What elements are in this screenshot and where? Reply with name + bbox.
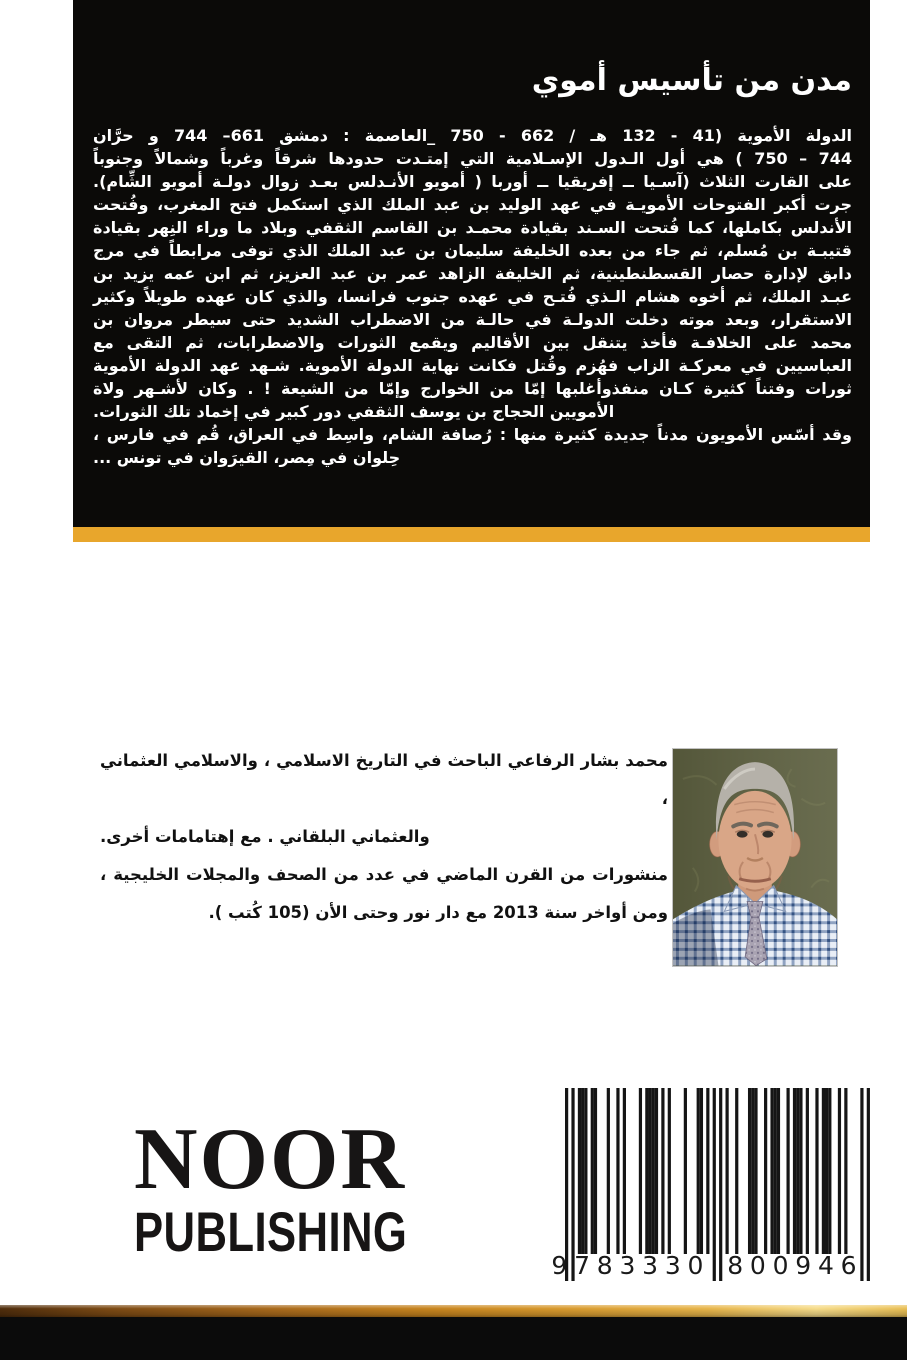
isbn-number bbox=[548, 1252, 864, 1280]
barcode-digit: 9 bbox=[551, 1251, 568, 1280]
synopsis-line: العباسيين في معركـة الزاب فهُزم وقُتل فكانت نهاية الدولة الأموية. شـهد عهد الدولة الأموية bbox=[93, 356, 852, 375]
author-bio bbox=[100, 742, 668, 932]
synopsis-line: الدولة الأموية (41 - 132 هـ / 662 - 750 _العاصمة : دمشق 661– 744 و حرَّان bbox=[93, 126, 853, 145]
synopsis-panel bbox=[73, 0, 870, 527]
synopsis-line: الاستقرار، وبعد موته دخلت الدولـة في حالـة من الاضطراب الشديد حتى سيطر مروان بن bbox=[93, 310, 852, 329]
author-bio-line: ومن أواخر سنة 2013 مع دار نور وحتى الأن (105 كُتب ). bbox=[208, 903, 668, 922]
synopsis-line: دابق لإدارة حصار القسطنطينية، ثم الخليفة الزاهد عمر بن عبد العزيز، ثم ابن عمه يزيد بن bbox=[93, 264, 852, 283]
synopsis-line: محمد على الخلافـة فأخذ يتنقل بين الأقاليم ويقمع الثورات والاضطرابات، ثم التقى مع bbox=[93, 333, 852, 352]
author-bio-line: محمد بشار الرفاعي الباحث في التاريخ الاسلامي ، والاسلامي العثماني ، bbox=[100, 751, 668, 808]
synopsis-line: قتيبـة بن مُسلم، ثم جاء من بعده الخليفة سليمان بن عبد الملك الذي توفى مرابطاً في مرج bbox=[93, 241, 852, 260]
publisher-name-publishing: PUBLISHING bbox=[134, 1200, 408, 1263]
barcode-digit: 3 bbox=[619, 1251, 636, 1280]
synopsis-line: حِلوان في مِصر، القيرَوان في تونس ... bbox=[93, 448, 401, 467]
bottom-black-band bbox=[0, 1317, 907, 1360]
publisher-name-noor: NOOR bbox=[134, 1111, 406, 1208]
barcode-digit: 9 bbox=[795, 1251, 812, 1280]
author-portrait-illustration bbox=[673, 749, 837, 966]
author-photo bbox=[672, 748, 838, 967]
barcode-digit: 4 bbox=[817, 1251, 834, 1280]
synopsis-line: 744 – 750 ) هي أول الـدول الإسـلامية التي إمتـدت حدودها شرقاً وغرباً وشمالاً وجنوباً bbox=[93, 149, 852, 168]
barcode-digit: 0 bbox=[749, 1251, 766, 1280]
book-title: مدن من تأسيس أموي bbox=[531, 63, 852, 98]
synopsis-line: ثورات وفتناً كثيرة كـان منفذوأغلبها إمّا من الخوارج وإمّا من الشيعة ! . وكان لأشـهر ولاة bbox=[93, 379, 852, 398]
synopsis-text bbox=[73, 124, 870, 469]
barcode-digit: 0 bbox=[687, 1251, 704, 1280]
barcode-digit: 3 bbox=[664, 1251, 681, 1280]
barcode-digit: 3 bbox=[642, 1251, 659, 1280]
synopsis-line: جرت أكبر الفتوحات الأمويـة في عهد الوليد بن عبد الملك الذي استكمل فتح المغرب، وفُتحت bbox=[93, 195, 852, 214]
barcode-digit: 0 bbox=[772, 1251, 789, 1280]
synopsis-line: الأمويين الحجاج بن يوسف الثقفي دور كبير في إخماد تلك الثورات. bbox=[93, 402, 615, 421]
barcode-digit: 7 bbox=[574, 1251, 590, 1280]
author-bio-line: والعثماني البلقاني . مع إهتامامات أخرى. bbox=[100, 827, 430, 846]
synopsis-line: على القارت الثلاث (آسـيا ــ إفريقيا ــ أوربا ( أمويو الأنـدلس بعـد زوال دولـة أمويو الشِّام). bbox=[93, 172, 852, 191]
barcode-digit: 8 bbox=[596, 1251, 613, 1280]
barcode-digit: 6 bbox=[840, 1251, 857, 1280]
barcode-digit: 8 bbox=[727, 1251, 744, 1280]
gold-foil-stripe bbox=[0, 1305, 907, 1317]
amber-accent-stripe bbox=[73, 527, 870, 542]
publisher-logo bbox=[134, 1111, 484, 1263]
synopsis-line: وقد أسّس الأمويون مدناً جديدة كثيرة منها : رُصافة الشام، واسِط في العراق، قُم في فارس ، bbox=[93, 425, 852, 444]
synopsis-line: الأندلس بكاملها، كما فُتحت السـند بقيادة محمـد بن القاسم الثقفي وبلاد ما وراء النِهر بقيادة bbox=[93, 218, 852, 237]
synopsis-line: عبـد الملك، ثم أخوه هشام الـذي فُتـح في عهده جنوب فرانسا، والذي كان عهده طويلاً وكثير bbox=[93, 287, 852, 306]
author-bio-line: منشورات من القرن الماضي في عدد من الصحف والمجلات الخليجية ، bbox=[100, 865, 668, 884]
